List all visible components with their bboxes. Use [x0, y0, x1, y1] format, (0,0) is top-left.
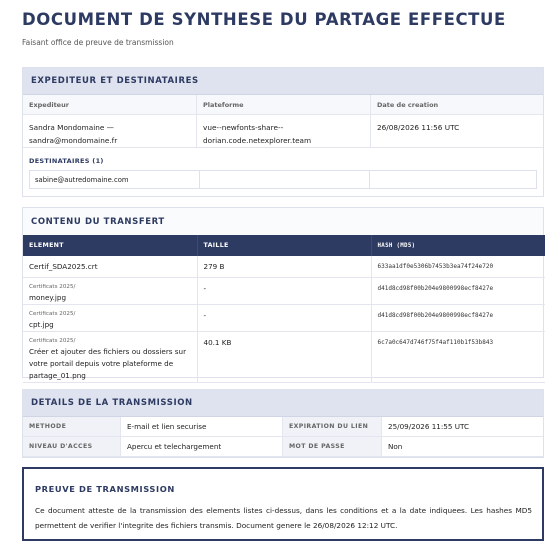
folder-path: Certificats 2025/	[29, 310, 76, 317]
file-cell	[23, 256, 197, 277]
proof-section	[22, 467, 544, 541]
file-cell	[23, 277, 197, 304]
proof-title: PREUVE DE TRANSMISSION	[35, 484, 175, 494]
transfer-content-section	[22, 207, 544, 378]
password-label: MOT DE PASSE	[283, 437, 382, 457]
file-hash: 633aa1df0e5306b7453b3ea74f24e720	[371, 256, 545, 277]
sender-value	[23, 115, 197, 147]
section-title-transmission: DETAILS DE LA TRANSMISSION	[23, 390, 543, 417]
file-cell	[23, 331, 197, 382]
method-label: METHODE	[23, 417, 121, 437]
platform-label: Plateforme	[197, 95, 371, 114]
access-level-value: Apercu et telechargement	[121, 437, 283, 457]
sender-recipients-section	[22, 67, 544, 197]
table-row	[23, 304, 545, 331]
recipients-table	[29, 170, 537, 189]
file-hash: d41d8cd98f00b204e9800998ecf8427e	[371, 304, 545, 331]
recipient-empty-cell	[200, 171, 370, 188]
file-hash: d41d8cd98f00b204e9800998ecf8427e	[371, 277, 545, 304]
files-table	[23, 235, 545, 383]
platform-line-1: vue--newfonts-share--	[203, 123, 284, 132]
platform-line-2: dorian.code.netexplorer.team	[203, 136, 312, 145]
file-size: 279 B	[197, 256, 371, 277]
file-name: money.jpg	[29, 292, 67, 302]
creation-date-value: 26/08/2026 11:56 UTC	[377, 123, 460, 132]
table-row	[23, 256, 545, 277]
document-title: DOCUMENT DE SYNTHESE DU PARTAGE EFFECTUE	[22, 10, 506, 29]
access-level-label: NIVEAU D'ACCES	[23, 437, 121, 457]
file-hash: 6c7a0c647d746f75f4af110b1f53b843	[371, 331, 545, 382]
file-size: -	[197, 304, 371, 331]
proof-text: Ce document atteste de la transmission des elements listes ci-dessus, dans les conditions et a la date indiquees. Les hashes MD5 permettent de verifier l'integrite des fichiers transmis. Document genere le 26/08/2026 12:12 UTC.	[35, 506, 532, 530]
password-value: Non	[382, 437, 543, 457]
folder-path: Certificats 2025/	[29, 283, 76, 290]
file-size: -	[197, 277, 371, 304]
date-label: Date de creation	[377, 100, 439, 109]
document-subtitle: Faisant office de preuve de transmission	[22, 38, 174, 47]
transmission-details-section	[22, 389, 544, 458]
section-title-content: CONTENU DU TRANSFERT	[23, 208, 543, 235]
file-name: cpt.jpg	[29, 319, 54, 329]
column-header-element: ELEMENT	[23, 235, 197, 256]
sender-label: Expediteur	[23, 95, 197, 114]
section-title-sender: EXPEDITEUR ET DESTINATAIRES	[23, 68, 543, 95]
platform-value	[197, 115, 371, 147]
recipient-email: sabine@autredomaine.com	[30, 171, 200, 188]
column-header-size: TAILLE	[197, 235, 371, 256]
recipients-label: DESTINATAIRES (1)	[29, 157, 104, 165]
method-value: E-mail et lien securise	[121, 417, 283, 437]
expiration-value: 25/09/2026 11:55 UTC	[382, 417, 543, 437]
file-name: Certif_SDA2025.crt	[29, 262, 98, 271]
recipient-empty-cell	[370, 171, 539, 188]
folder-path: Certificats 2025/	[29, 337, 76, 344]
sender-labels-row	[23, 95, 543, 115]
file-size: 40.1 KB	[197, 331, 371, 382]
column-header-hash: HASH (MD5)	[371, 235, 545, 256]
sender-values-row	[23, 115, 543, 148]
sender-name: Sandra Mondomaine —	[29, 123, 114, 132]
expiration-label: EXPIRATION DU LIEN	[283, 417, 382, 437]
file-name: Créer et ajouter des fichiers ou dossiers sur votre portail depuis votre plateforme de partage_01.png	[29, 346, 187, 380]
table-row	[23, 331, 545, 382]
file-cell	[23, 304, 197, 331]
transmission-details-grid	[23, 417, 543, 457]
sender-email: sandra@mondomaine.fr	[29, 136, 118, 145]
table-row	[23, 277, 545, 304]
